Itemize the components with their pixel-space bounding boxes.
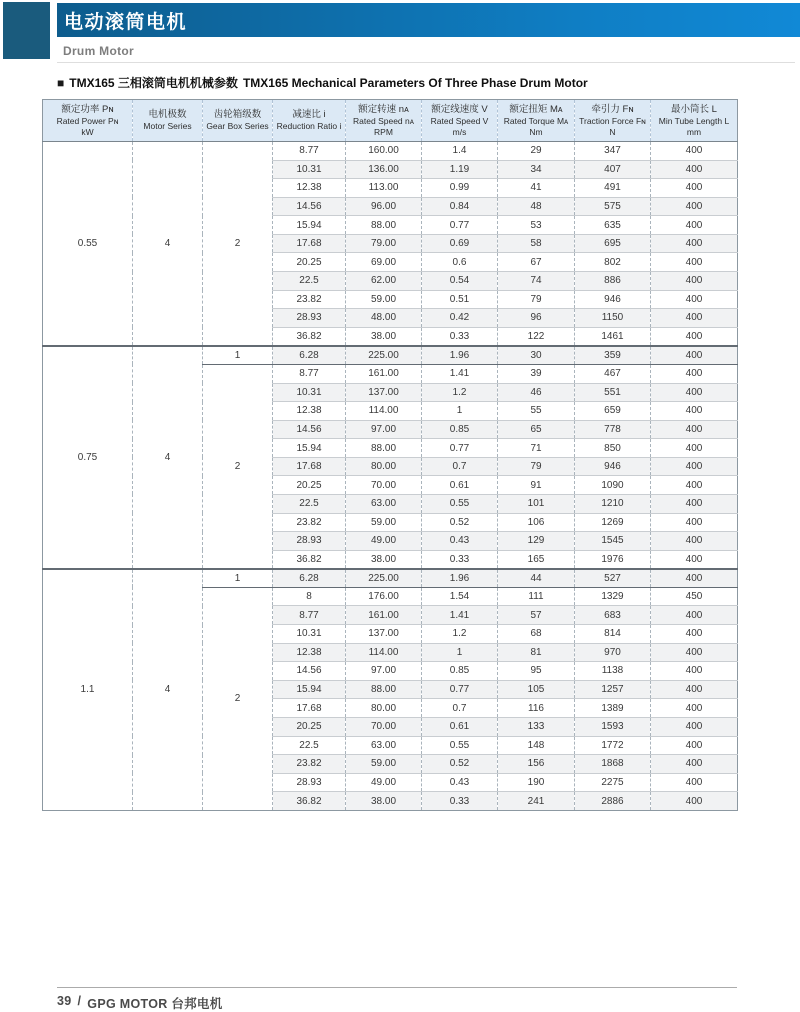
value-cell: 400 bbox=[651, 142, 738, 161]
value-cell: 97.00 bbox=[346, 420, 422, 439]
value-cell: 79 bbox=[498, 290, 575, 309]
value-cell: 400 bbox=[651, 699, 738, 718]
value-cell: 70.00 bbox=[346, 476, 422, 495]
value-cell: 400 bbox=[651, 402, 738, 421]
value-cell: 137.00 bbox=[346, 625, 422, 644]
value-cell: 88.00 bbox=[346, 680, 422, 699]
table-row bbox=[43, 346, 738, 365]
value-cell: 80.00 bbox=[346, 457, 422, 476]
value-cell: 8.77 bbox=[273, 142, 346, 161]
value-cell: 10.31 bbox=[273, 160, 346, 179]
value-cell: 0.85 bbox=[422, 420, 498, 439]
value-cell: 467 bbox=[575, 364, 651, 383]
value-cell: 80.00 bbox=[346, 699, 422, 718]
value-cell: 0.52 bbox=[422, 513, 498, 532]
value-cell: 0.55 bbox=[422, 494, 498, 513]
value-cell: 114.00 bbox=[346, 643, 422, 662]
value-cell: 133 bbox=[498, 717, 575, 736]
value-cell: 14.56 bbox=[273, 420, 346, 439]
value-cell: 129 bbox=[498, 532, 575, 551]
value-cell: 1.41 bbox=[422, 606, 498, 625]
value-cell: 96 bbox=[498, 309, 575, 328]
value-cell: 0.43 bbox=[422, 532, 498, 551]
value-cell: 400 bbox=[651, 457, 738, 476]
footer-divider bbox=[57, 987, 737, 988]
value-cell: 400 bbox=[651, 755, 738, 774]
value-cell: 0.55 bbox=[422, 736, 498, 755]
value-cell: 659 bbox=[575, 402, 651, 421]
rated-power-cell: 1.1 bbox=[43, 569, 133, 811]
value-cell: 38.00 bbox=[346, 327, 422, 346]
value-cell: 1 bbox=[422, 402, 498, 421]
value-cell: 95 bbox=[498, 662, 575, 681]
value-cell: 101 bbox=[498, 494, 575, 513]
gearbox-series-cell: 2 bbox=[203, 364, 273, 568]
value-cell: 41 bbox=[498, 179, 575, 198]
value-cell: 10.31 bbox=[273, 625, 346, 644]
value-cell: 63.00 bbox=[346, 736, 422, 755]
value-cell: 8.77 bbox=[273, 364, 346, 383]
page-header-bar bbox=[57, 3, 800, 37]
value-cell: 96.00 bbox=[346, 197, 422, 216]
value-cell: 0.7 bbox=[422, 457, 498, 476]
value-cell: 1.96 bbox=[422, 346, 498, 365]
value-cell: 400 bbox=[651, 290, 738, 309]
value-cell: 400 bbox=[651, 569, 738, 588]
value-cell: 575 bbox=[575, 197, 651, 216]
value-cell: 67 bbox=[498, 253, 575, 272]
footer-page-number: 39 bbox=[57, 994, 72, 1008]
value-cell: 88.00 bbox=[346, 439, 422, 458]
value-cell: 53 bbox=[498, 216, 575, 235]
value-cell: 359 bbox=[575, 346, 651, 365]
value-cell: 161.00 bbox=[346, 364, 422, 383]
value-cell: 400 bbox=[651, 439, 738, 458]
value-cell: 14.56 bbox=[273, 197, 346, 216]
value-cell: 57 bbox=[498, 606, 575, 625]
value-cell: 0.77 bbox=[422, 439, 498, 458]
value-cell: 0.61 bbox=[422, 717, 498, 736]
value-cell: 116 bbox=[498, 699, 575, 718]
value-cell: 176.00 bbox=[346, 587, 422, 606]
value-cell: 137.00 bbox=[346, 383, 422, 402]
value-cell: 23.82 bbox=[273, 290, 346, 309]
value-cell: 105 bbox=[498, 680, 575, 699]
value-cell: 400 bbox=[651, 773, 738, 792]
value-cell: 400 bbox=[651, 643, 738, 662]
value-cell: 1.54 bbox=[422, 587, 498, 606]
value-cell: 400 bbox=[651, 736, 738, 755]
value-cell: 38.00 bbox=[346, 550, 422, 569]
value-cell: 400 bbox=[651, 513, 738, 532]
column-header: 最小筒长 L Min Tube Length L mm bbox=[651, 100, 738, 142]
header-divider bbox=[57, 62, 795, 63]
value-cell: 0.6 bbox=[422, 253, 498, 272]
value-cell: 12.38 bbox=[273, 179, 346, 198]
table-row bbox=[43, 569, 738, 588]
value-cell: 1461 bbox=[575, 327, 651, 346]
corner-accent-block bbox=[3, 2, 50, 59]
value-cell: 802 bbox=[575, 253, 651, 272]
value-cell: 527 bbox=[575, 569, 651, 588]
value-cell: 28.93 bbox=[273, 309, 346, 328]
value-cell: 0.42 bbox=[422, 309, 498, 328]
value-cell: 970 bbox=[575, 643, 651, 662]
value-cell: 148 bbox=[498, 736, 575, 755]
value-cell: 88.00 bbox=[346, 216, 422, 235]
value-cell: 946 bbox=[575, 290, 651, 309]
value-cell: 59.00 bbox=[346, 513, 422, 532]
value-cell: 400 bbox=[651, 179, 738, 198]
column-header: 电机极数 Motor Series bbox=[133, 100, 203, 142]
value-cell: 400 bbox=[651, 550, 738, 569]
column-header: 额定功率 Pɴ Rated Power Pɴ kW bbox=[43, 100, 133, 142]
value-cell: 2886 bbox=[575, 792, 651, 811]
value-cell: 400 bbox=[651, 327, 738, 346]
value-cell: 2275 bbox=[575, 773, 651, 792]
value-cell: 1868 bbox=[575, 755, 651, 774]
value-cell: 49.00 bbox=[346, 773, 422, 792]
value-cell: 946 bbox=[575, 457, 651, 476]
value-cell: 0.84 bbox=[422, 197, 498, 216]
value-cell: 400 bbox=[651, 253, 738, 272]
value-cell: 347 bbox=[575, 142, 651, 161]
column-header: 额定转速 nᴀ Rated Speed nᴀ RPM bbox=[346, 100, 422, 142]
value-cell: 0.51 bbox=[422, 290, 498, 309]
value-cell: 8.77 bbox=[273, 606, 346, 625]
value-cell: 59.00 bbox=[346, 290, 422, 309]
footer-separator: / bbox=[77, 994, 82, 1008]
value-cell: 491 bbox=[575, 179, 651, 198]
table-header-row bbox=[43, 100, 738, 142]
page-title: 电动滚筒电机 bbox=[64, 11, 188, 33]
value-cell: 160.00 bbox=[346, 142, 422, 161]
value-cell: 17.68 bbox=[273, 234, 346, 253]
value-cell: 14.56 bbox=[273, 662, 346, 681]
gearbox-series-cell: 1 bbox=[203, 346, 273, 365]
value-cell: 22.5 bbox=[273, 272, 346, 291]
value-cell: 0.33 bbox=[422, 792, 498, 811]
value-cell: 400 bbox=[651, 234, 738, 253]
value-cell: 1.2 bbox=[422, 625, 498, 644]
value-cell: 111 bbox=[498, 587, 575, 606]
value-cell: 225.00 bbox=[346, 346, 422, 365]
gearbox-series-cell: 2 bbox=[203, 142, 273, 346]
value-cell: 0.77 bbox=[422, 216, 498, 235]
value-cell: 17.68 bbox=[273, 457, 346, 476]
table-body bbox=[43, 142, 738, 811]
parameters-table bbox=[42, 99, 738, 811]
value-cell: 400 bbox=[651, 532, 738, 551]
column-header: 额定扭矩 Mᴀ Rated Torque Mᴀ Nm bbox=[498, 100, 575, 142]
value-cell: 15.94 bbox=[273, 680, 346, 699]
value-cell: 6.28 bbox=[273, 346, 346, 365]
value-cell: 683 bbox=[575, 606, 651, 625]
value-cell: 122 bbox=[498, 327, 575, 346]
gearbox-series-cell: 1 bbox=[203, 569, 273, 588]
column-header: 减速比 i Reduction Ratio i bbox=[273, 100, 346, 142]
value-cell: 62.00 bbox=[346, 272, 422, 291]
value-cell: 79.00 bbox=[346, 234, 422, 253]
value-cell: 1.2 bbox=[422, 383, 498, 402]
value-cell: 63.00 bbox=[346, 494, 422, 513]
value-cell: 1150 bbox=[575, 309, 651, 328]
motor-series-cell: 4 bbox=[133, 142, 203, 346]
value-cell: 6.28 bbox=[273, 569, 346, 588]
value-cell: 46 bbox=[498, 383, 575, 402]
value-cell: 81 bbox=[498, 643, 575, 662]
value-cell: 1210 bbox=[575, 494, 651, 513]
value-cell: 156 bbox=[498, 755, 575, 774]
value-cell: 400 bbox=[651, 792, 738, 811]
value-cell: 225.00 bbox=[346, 569, 422, 588]
column-header: 齿轮箱级数 Gear Box Series bbox=[203, 100, 273, 142]
value-cell: 400 bbox=[651, 476, 738, 495]
value-cell: 65 bbox=[498, 420, 575, 439]
value-cell: 400 bbox=[651, 606, 738, 625]
value-cell: 20.25 bbox=[273, 253, 346, 272]
section-bullet-icon: ■ bbox=[57, 75, 65, 90]
value-cell: 20.25 bbox=[273, 476, 346, 495]
value-cell: 71 bbox=[498, 439, 575, 458]
value-cell: 1545 bbox=[575, 532, 651, 551]
value-cell: 695 bbox=[575, 234, 651, 253]
value-cell: 49.00 bbox=[346, 532, 422, 551]
value-cell: 400 bbox=[651, 494, 738, 513]
value-cell: 39 bbox=[498, 364, 575, 383]
value-cell: 1389 bbox=[575, 699, 651, 718]
value-cell: 165 bbox=[498, 550, 575, 569]
column-header: 牵引力 Fɴ Traction Force Fɴ N bbox=[575, 100, 651, 142]
value-cell: 23.82 bbox=[273, 513, 346, 532]
value-cell: 886 bbox=[575, 272, 651, 291]
value-cell: 551 bbox=[575, 383, 651, 402]
value-cell: 15.94 bbox=[273, 439, 346, 458]
value-cell: 400 bbox=[651, 717, 738, 736]
value-cell: 36.82 bbox=[273, 327, 346, 346]
value-cell: 48 bbox=[498, 197, 575, 216]
value-cell: 400 bbox=[651, 197, 738, 216]
gearbox-series-cell: 2 bbox=[203, 587, 273, 810]
table-row bbox=[43, 142, 738, 161]
value-cell: 69.00 bbox=[346, 253, 422, 272]
value-cell: 36.82 bbox=[273, 792, 346, 811]
value-cell: 97.00 bbox=[346, 662, 422, 681]
value-cell: 0.85 bbox=[422, 662, 498, 681]
value-cell: 241 bbox=[498, 792, 575, 811]
value-cell: 17.68 bbox=[273, 699, 346, 718]
value-cell: 70.00 bbox=[346, 717, 422, 736]
value-cell: 0.33 bbox=[422, 550, 498, 569]
section-title-cn: TMX165 三相滚筒电机机械参数 bbox=[69, 76, 238, 90]
value-cell: 1090 bbox=[575, 476, 651, 495]
value-cell: 1.4 bbox=[422, 142, 498, 161]
value-cell: 44 bbox=[498, 569, 575, 588]
value-cell: 68 bbox=[498, 625, 575, 644]
value-cell: 1 bbox=[422, 643, 498, 662]
value-cell: 778 bbox=[575, 420, 651, 439]
value-cell: 400 bbox=[651, 680, 738, 699]
value-cell: 1976 bbox=[575, 550, 651, 569]
value-cell: 1772 bbox=[575, 736, 651, 755]
value-cell: 400 bbox=[651, 383, 738, 402]
value-cell: 22.5 bbox=[273, 494, 346, 513]
value-cell: 28.93 bbox=[273, 532, 346, 551]
value-cell: 12.38 bbox=[273, 643, 346, 662]
rated-power-cell: 0.75 bbox=[43, 346, 133, 569]
section-title bbox=[57, 74, 588, 91]
value-cell: 0.99 bbox=[422, 179, 498, 198]
value-cell: 30 bbox=[498, 346, 575, 365]
value-cell: 48.00 bbox=[346, 309, 422, 328]
value-cell: 29 bbox=[498, 142, 575, 161]
value-cell: 0.52 bbox=[422, 755, 498, 774]
value-cell: 23.82 bbox=[273, 755, 346, 774]
value-cell: 450 bbox=[651, 587, 738, 606]
value-cell: 79 bbox=[498, 457, 575, 476]
value-cell: 74 bbox=[498, 272, 575, 291]
value-cell: 1.96 bbox=[422, 569, 498, 588]
motor-series-cell: 4 bbox=[133, 346, 203, 569]
value-cell: 34 bbox=[498, 160, 575, 179]
value-cell: 400 bbox=[651, 364, 738, 383]
value-cell: 635 bbox=[575, 216, 651, 235]
value-cell: 106 bbox=[498, 513, 575, 532]
rated-power-cell: 0.55 bbox=[43, 142, 133, 346]
value-cell: 400 bbox=[651, 346, 738, 365]
value-cell: 400 bbox=[651, 160, 738, 179]
value-cell: 114.00 bbox=[346, 402, 422, 421]
value-cell: 0.61 bbox=[422, 476, 498, 495]
value-cell: 0.43 bbox=[422, 773, 498, 792]
value-cell: 28.93 bbox=[273, 773, 346, 792]
value-cell: 400 bbox=[651, 420, 738, 439]
value-cell: 113.00 bbox=[346, 179, 422, 198]
page-subtitle: Drum Motor bbox=[63, 44, 134, 58]
value-cell: 1.19 bbox=[422, 160, 498, 179]
value-cell: 1593 bbox=[575, 717, 651, 736]
value-cell: 0.77 bbox=[422, 680, 498, 699]
value-cell: 161.00 bbox=[346, 606, 422, 625]
value-cell: 1257 bbox=[575, 680, 651, 699]
value-cell: 407 bbox=[575, 160, 651, 179]
value-cell: 12.38 bbox=[273, 402, 346, 421]
value-cell: 59.00 bbox=[346, 755, 422, 774]
value-cell: 190 bbox=[498, 773, 575, 792]
value-cell: 400 bbox=[651, 662, 738, 681]
footer-brand: GPG MOTOR 台邦电机 bbox=[87, 997, 223, 1011]
value-cell: 400 bbox=[651, 625, 738, 644]
value-cell: 400 bbox=[651, 216, 738, 235]
value-cell: 1.41 bbox=[422, 364, 498, 383]
value-cell: 400 bbox=[651, 309, 738, 328]
value-cell: 1138 bbox=[575, 662, 651, 681]
value-cell: 1269 bbox=[575, 513, 651, 532]
value-cell: 0.7 bbox=[422, 699, 498, 718]
value-cell: 0.33 bbox=[422, 327, 498, 346]
value-cell: 15.94 bbox=[273, 216, 346, 235]
value-cell: 0.69 bbox=[422, 234, 498, 253]
motor-series-cell: 4 bbox=[133, 569, 203, 811]
section-title-en: TMX165 Mechanical Parameters Of Three Phase Drum Motor bbox=[242, 75, 588, 90]
value-cell: 20.25 bbox=[273, 717, 346, 736]
column-header: 额定线速度 V Rated Speed V m/s bbox=[422, 100, 498, 142]
value-cell: 0.54 bbox=[422, 272, 498, 291]
page-footer bbox=[57, 994, 223, 1012]
value-cell: 55 bbox=[498, 402, 575, 421]
value-cell: 136.00 bbox=[346, 160, 422, 179]
value-cell: 814 bbox=[575, 625, 651, 644]
value-cell: 400 bbox=[651, 272, 738, 291]
value-cell: 10.31 bbox=[273, 383, 346, 402]
value-cell: 91 bbox=[498, 476, 575, 495]
value-cell: 8 bbox=[273, 587, 346, 606]
value-cell: 850 bbox=[575, 439, 651, 458]
value-cell: 22.5 bbox=[273, 736, 346, 755]
value-cell: 1329 bbox=[575, 587, 651, 606]
value-cell: 58 bbox=[498, 234, 575, 253]
value-cell: 38.00 bbox=[346, 792, 422, 811]
value-cell: 36.82 bbox=[273, 550, 346, 569]
